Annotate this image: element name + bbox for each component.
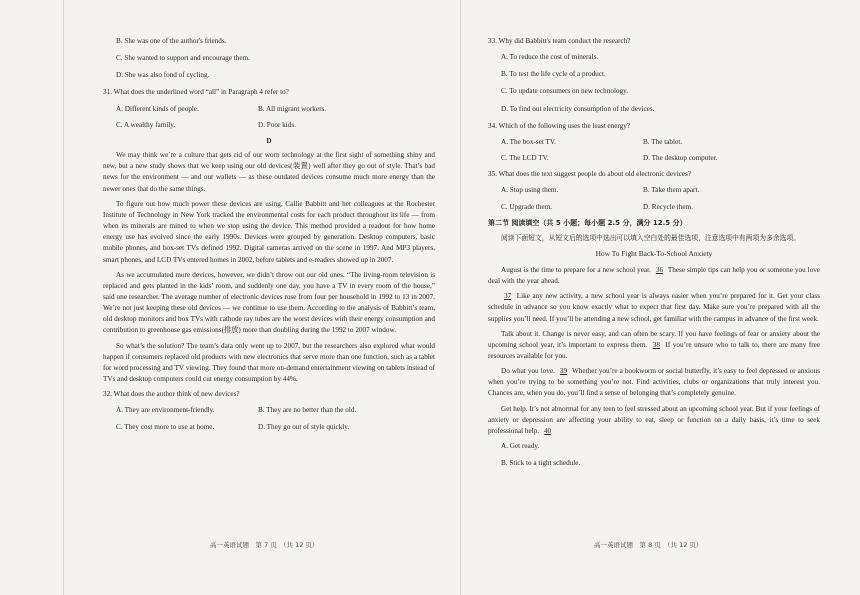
- q33-option-a: A. To reduce the cost of minerals.: [501, 53, 599, 62]
- blank-36: 36: [655, 265, 664, 274]
- passage-d-paragraph-2: [103, 199, 435, 266]
- blank-37: 37: [504, 292, 512, 301]
- paragraph-text: So what’s the solution? The team’s data only went up to 2007, but the researchers also explored what would happen if consumers replaced old products with new electronics that serve more than one function, such as a tablet for word processing and TV viewing. They found that more on-demand entertainment viewing on tablets instead of TVs and desktop computers could cut energy consumption by 44%.: [103, 341, 435, 384]
- q30-option-d: D. She was also fond of cycling.: [116, 71, 210, 80]
- q30-option-c: C. She wanted to support and encourage them.: [116, 54, 250, 63]
- cloze-paragraph-5: [488, 404, 820, 437]
- cloze-paragraph-2: [488, 291, 820, 324]
- page-7-column: [103, 36, 435, 438]
- page-7-footer: 高一英语试题 第 7 页 （共 12 页）: [210, 541, 319, 549]
- cloze-option-a: A. Get ready.: [501, 442, 540, 451]
- q31-option-b: B. All migrant workers.: [258, 104, 327, 113]
- q35-options-row1: [488, 185, 820, 196]
- paragraph-text: To figure out how much power these devices are using, Callie Babbitt and her colleagues at the Rochester Institute of Technology in New York tracked the environmental costs for each product throughout its life — from when its minerals are mined to when we stop using the device. This method provided a readout for how home energy use has evolved since the early 1990s. Devices were grouped by generation. Desktop computers, basic mobile phones, and box-set TVs defined 1992. Digital cameras arrived on the scene in 1997. And MP3 players, smart phones, and LCD TVs entered homes in 2002, before tablets and e-readers showed up in 2007.: [103, 199, 435, 264]
- section-instructions: 阅读下面短文，从短文后的选项中选出可以填入空白处的最佳选项，注意选项中有两项为多余选项。: [501, 233, 801, 242]
- q34-option-d: D. The desktop computer.: [643, 154, 718, 163]
- q32-options-row2: [103, 422, 435, 433]
- q35-option-d: D. Recycle them.: [643, 202, 693, 211]
- paragraph-text: We may think we’re a culture that gets rid of our worn technology at the first sight of something shiny and new, but a new study shows that we keep using our old devices(装置) well after they go out of style. That’s bad news for the environment — and our wallets — as these outdated devices consume much more energy than the newer ones that do the same things.: [103, 151, 435, 193]
- q34-option-c: C. The LCD TV.: [501, 154, 549, 163]
- q32-options-row1: [103, 405, 435, 416]
- passage-d-paragraph-1: [103, 150, 435, 195]
- q35-options-row2: [488, 202, 820, 213]
- q34-stem: 34. Which of the following uses the least energy?: [488, 121, 631, 130]
- q34-option-a: A. The box-set TV.: [501, 137, 556, 146]
- q34-options-row2: [488, 153, 820, 164]
- paragraph-text: Talk about it. Change is never easy, and can often be scary. If you have feelings of fear or anxiety about the upcoming school year, it’s important to express them.: [488, 329, 820, 349]
- cloze-option-b: B. Stick to a tight schedule.: [501, 459, 581, 468]
- q32-option-c: C. They cost more to use at home.: [116, 422, 215, 431]
- cloze-paragraph-1: [488, 265, 820, 287]
- paragraph-text: August is the time to prepare for a new school year.: [501, 265, 653, 274]
- page-8-footer: 高一英语试题 第 8 页 （共 12 页）: [594, 541, 703, 549]
- q31-options-row2: [103, 120, 435, 131]
- page-8-column: [488, 36, 820, 475]
- paragraph-text: Like any new activity, a new school year is always easier when you’re prepared for it. Get your class schedule in advance so you know exactly what to expect that first day. Make sure you’re prepared with all the supplies you’ll need. If you’ll be attending a new school, get familiar with the campus in advance of the first week.: [488, 292, 820, 323]
- q35-stem: 35. What does the text suggest people do about old electronic devices?: [488, 170, 692, 179]
- q35-option-c: C. Upgrade them.: [501, 202, 553, 211]
- q31-options-row1: [103, 104, 435, 115]
- blank-39: 39: [559, 367, 568, 376]
- passage-letter: D: [266, 136, 272, 145]
- q33-option-c: C. To update consumers on new technology.: [501, 87, 629, 96]
- passage-title: How To Fight Back-To-School Anxiety: [595, 249, 713, 259]
- paragraph-text: Whether you’re a bookworm or social butterfly, it’s easy to feel depressed or anxious when you’re trying to be something you’re not. Find activities, clubs or organizations that truly interest you. Chances are, when you do, you’ll find a sense of belonging that’s completely genuine.: [488, 367, 820, 398]
- passage-d-paragraph-4: [103, 341, 435, 386]
- q33-option-d: D. To find out electricity consumption of the devices.: [501, 104, 655, 113]
- q33-option-b: B. To test the life cycle of a product.: [501, 70, 606, 79]
- center-fold: [460, 0, 461, 595]
- paragraph-text: These simple tips can help you or someone you love deal with the year ahead.: [488, 265, 820, 286]
- paragraph-text: If you’re unsure who to talk to, there are many free resources available for you.: [488, 340, 821, 361]
- q31-option-c: C. A wealthy family.: [116, 120, 176, 129]
- q32-stem: 32. What does the author think of new devices?: [103, 390, 240, 399]
- left-margin-fold: [63, 0, 64, 595]
- section-heading: 第二节 阅读填空（共 5 小题；每小题 2.5 分，满分 12.5 分）: [488, 218, 687, 227]
- q34-option-b: B. The tablet.: [643, 137, 682, 146]
- q35-option-a: A. Stop using them.: [501, 186, 559, 195]
- q31-option-a: A. Different kinds of people.: [116, 104, 199, 113]
- blank-40: 40: [543, 426, 552, 435]
- paragraph-text: Get help. It’s not abnormal for any teen to feel stressed about an upcoming school year. But if your feelings of anxiety or depression are affecting your ability to eat, sleep or function on a daily basis, it’s time to seek professional help.: [488, 404, 820, 435]
- q32-option-b: B. They are no better than the old.: [258, 406, 357, 415]
- cloze-paragraph-3: [488, 329, 820, 362]
- paragraph-text: As we accumulated more devices, however, we didn’t throw out our old ones. “The living-room television is replaced and gets planted in the kids’ room, and suddenly one day, you have a TV in every room of the house,” said one researcher. The average number of electronic devices rose from four per household in 1992 to 13 in 2007. We’re not just keeping these old devices — we continue to use them. According to the analysis of Babbitt’s team, old desktop monitors and box TVs with cathode ray tubes are the worst devices with their energy consumption and contribution to greenhouse gas emissions(排放) more than doubling during the 1992 to 2007 window.: [103, 270, 435, 335]
- q35-option-b: B. Take them apart.: [643, 186, 700, 195]
- q32-option-a: A. They are environment-friendly.: [116, 406, 215, 415]
- q34-options-row1: [488, 137, 820, 148]
- q32-option-d: D. They go out of style quickly.: [258, 422, 350, 431]
- paragraph-text: Do what you love.: [501, 367, 557, 376]
- q31-option-d: D. Poor kids.: [258, 120, 296, 129]
- q31-stem: 31. What does the underlined word “all” in Paragraph 4 refer to?: [103, 88, 289, 97]
- cloze-paragraph-4: [488, 366, 820, 399]
- q30-option-b: B. She was one of the author's friends.: [116, 37, 227, 45]
- passage-d-paragraph-3: [103, 270, 435, 337]
- blank-38: 38: [652, 340, 660, 349]
- q33-stem: 33. Why did Babbitt's team conduct the research?: [488, 37, 631, 45]
